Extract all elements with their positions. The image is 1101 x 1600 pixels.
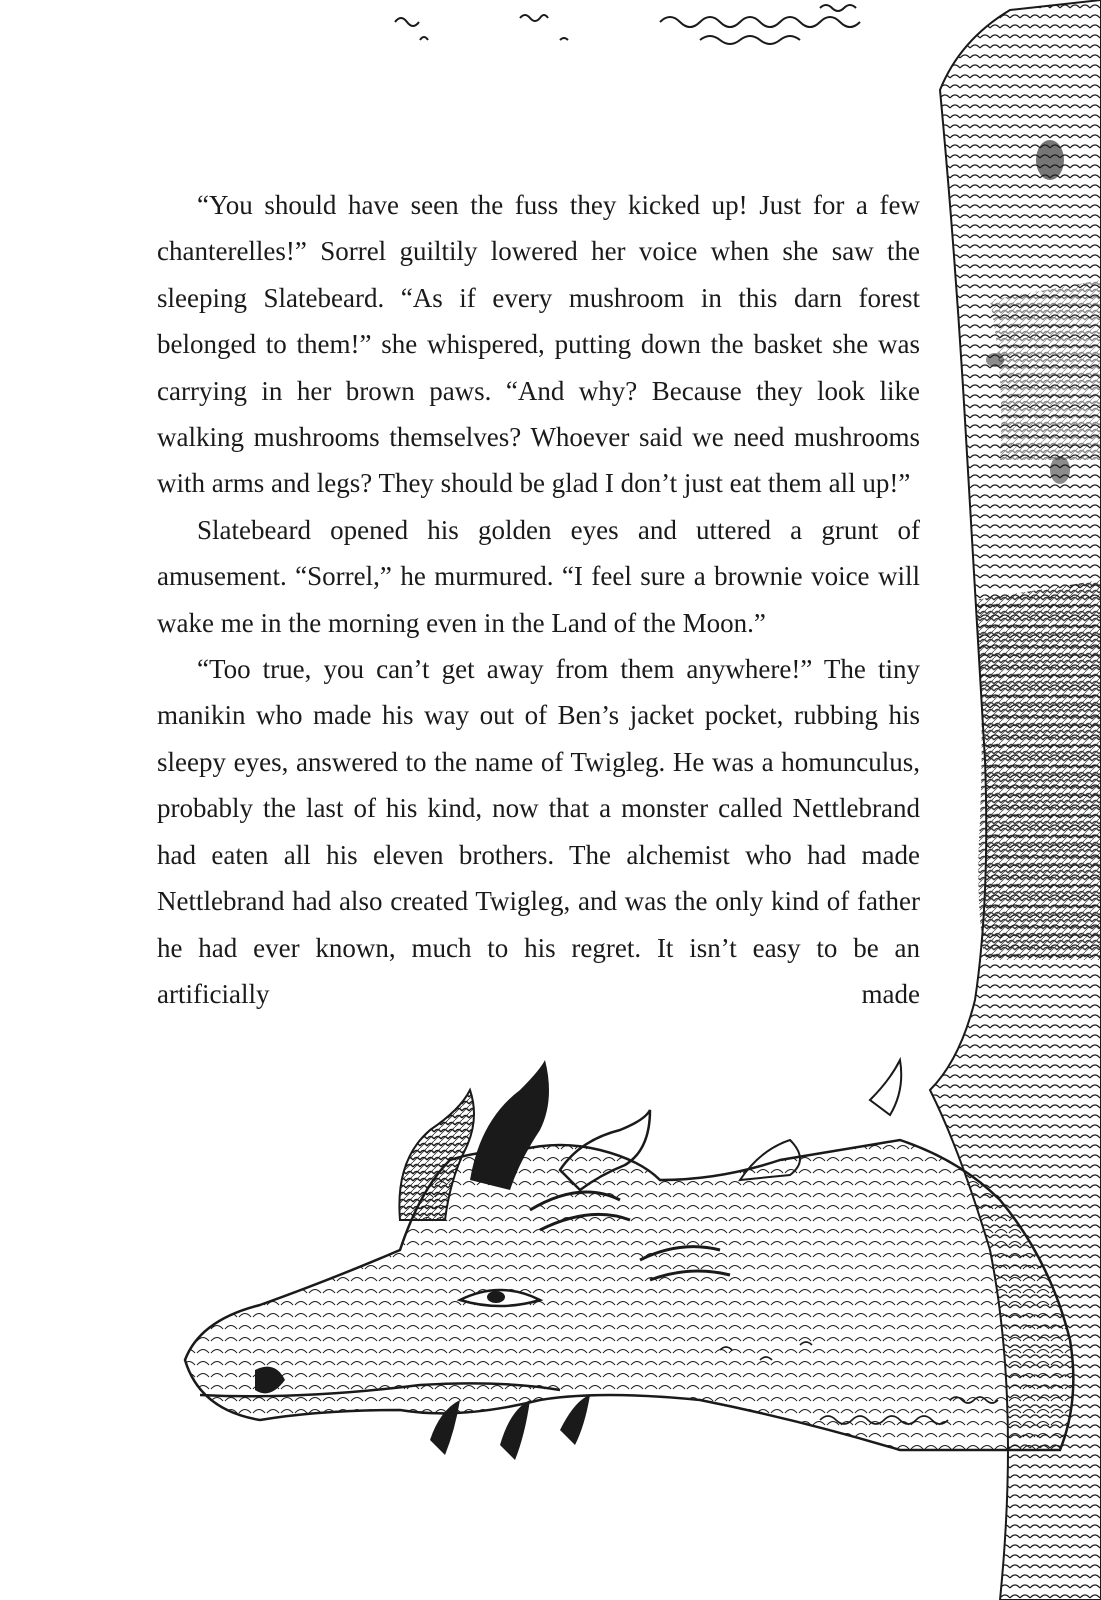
paragraph: “Too true, you can’t get away from them anywhere!” The tiny manikin who made his way out of Ben’s jacket pocket, rubbing his sleepy eyes, answered to the name of Twigleg. He was a homunculus, probably the last of his kind, now that a monster called Nettlebrand had eaten all his eleven brothers. The alchemist who had made Nettlebrand had also created Twigleg, and was the only kind of father he had ever known, much to his regret. It isn’t easy to be an artificially made xyxy=(157,654,920,1009)
body-text xyxy=(157,182,920,1017)
dragon-head-icon xyxy=(185,1060,1073,1460)
paragraph: “You should have seen the fuss they kicked up! Just for a few chanterelles!” Sorrel guiltily lowered her voice when she saw the sleeping Slatebeard. “As if every mushroom in this darn forest belonged to them!” she whispered, putting down the basket she was carrying in her brown paws. “And why? Because they look like walking mushrooms themselves? Whoever said we need mushrooms with arms and legs? They should be glad I don’t just eat them all up!” xyxy=(157,190,920,499)
paragraph: Slatebeard opened his golden eyes and uttered a grunt of amusement. “Sorrel,” he murmured. “I feel sure a brownie voice will wake me in the morning even in the Land of the Moon.” xyxy=(157,514,920,638)
top-foliage-icon xyxy=(395,5,860,44)
